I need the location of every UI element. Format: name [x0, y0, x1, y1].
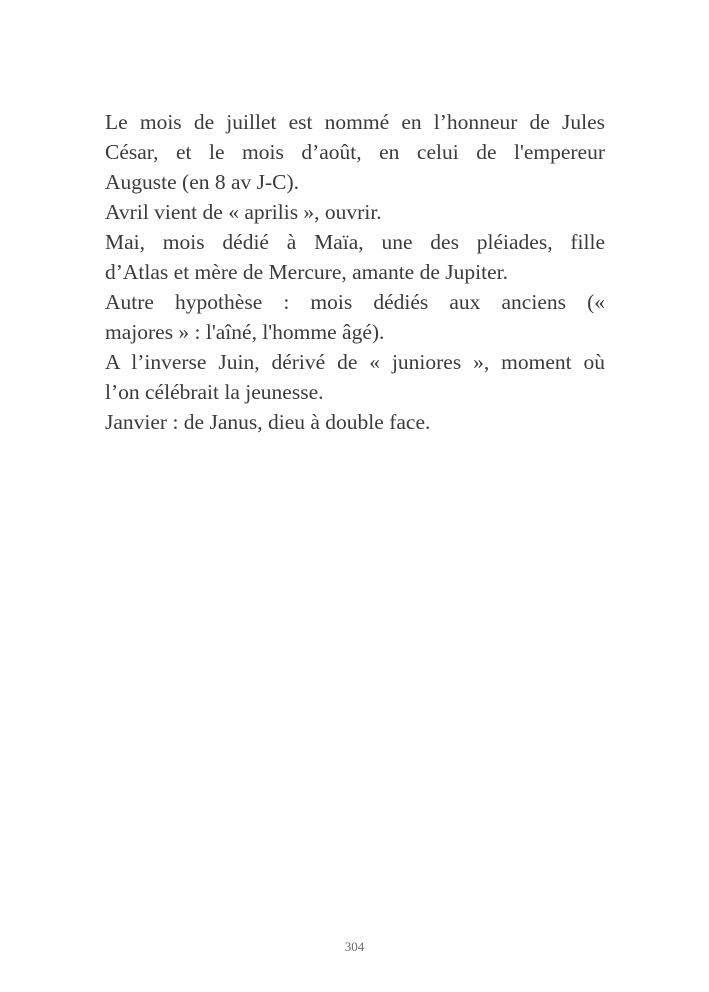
page-number: 304	[344, 939, 365, 954]
text-line: d’Atlas et mère de Mercure, amante de Jupiter.	[105, 260, 508, 284]
text-line: Mai, mois dédié à Maïa, une des pléiades, fille	[105, 230, 605, 254]
paragraph	[105, 347, 605, 407]
text-line: A l’inverse Juin, dérivé de « juniores », moment où	[105, 350, 605, 374]
text-line: Le mois de juillet est nommé en l’honneur de Jules	[105, 110, 605, 134]
paragraph	[105, 197, 605, 227]
paragraph	[105, 287, 605, 347]
paragraph	[105, 107, 605, 197]
text-line: Auguste (en 8 av J-C).	[105, 170, 300, 194]
text-line: Janvier : de Janus, dieu à double face.	[105, 410, 431, 434]
paragraph	[105, 407, 605, 437]
text-line: Autre hypothèse : mois dédiés aux anciens («	[105, 290, 605, 314]
text-line: César, et le mois d’août, en celui de l'empereur	[105, 140, 605, 164]
text-line: majores » : l'aîné, l'homme âgé).	[105, 320, 385, 344]
text-line: Avril vient de « aprilis », ouvrir.	[105, 200, 382, 224]
body-text	[105, 107, 605, 437]
text-line: l’on célébrait la jeunesse.	[105, 380, 324, 404]
paragraph	[105, 227, 605, 287]
